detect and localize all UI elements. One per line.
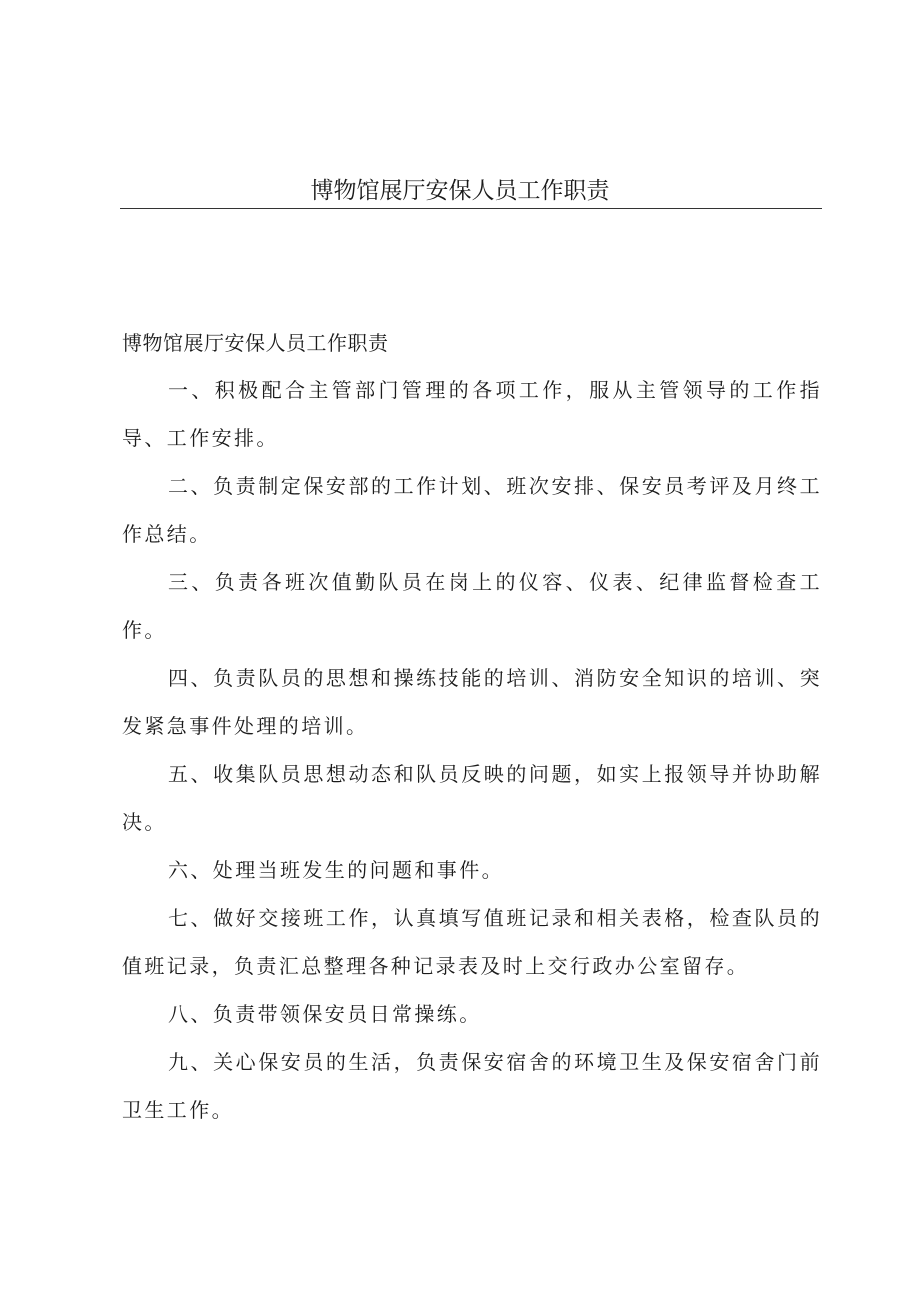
clause-2: 二、负责制定保安部的工作计划、班次安排、保安员考评及月终工作总结。: [122, 474, 822, 546]
clause-6: 六、处理当班发生的问题和事件。: [168, 858, 504, 882]
document-body: [122, 320, 822, 1134]
clause-9: 九、关心保安员的生活，负责保安宿舍的环境卫生及保安宿舍门前卫生工作。: [122, 1050, 822, 1122]
clause-8: 八、负责带领保安员日常操练。: [168, 1002, 482, 1026]
document-title: 博物馆展厅安保人员工作职责: [122, 331, 389, 355]
clause-7: 七、做好交接班工作，认真填写值班记录和相关表格，检查队员的值班记录，负责汇总整理各种记录表及时上交行政办公室留存。: [122, 906, 822, 978]
clause-3: 三、负责各班次值勤队员在岗上的仪容、仪表、纪律监督检查工作。: [122, 570, 822, 642]
clause-1: 一、积极配合主管部门管理的各项工作，服从主管领导的工作指导、工作安排。: [122, 378, 822, 450]
page-header-title: 博物馆展厅安保人员工作职责: [310, 178, 610, 204]
clause-4: 四、负责队员的思想和操练技能的培训、消防安全知识的培训、突发紧急事件处理的培训。: [122, 666, 822, 738]
clause-5: 五、收集队员思想动态和队员反映的问题，如实上报领导并协助解决。: [122, 762, 822, 834]
header-divider: [120, 208, 822, 209]
